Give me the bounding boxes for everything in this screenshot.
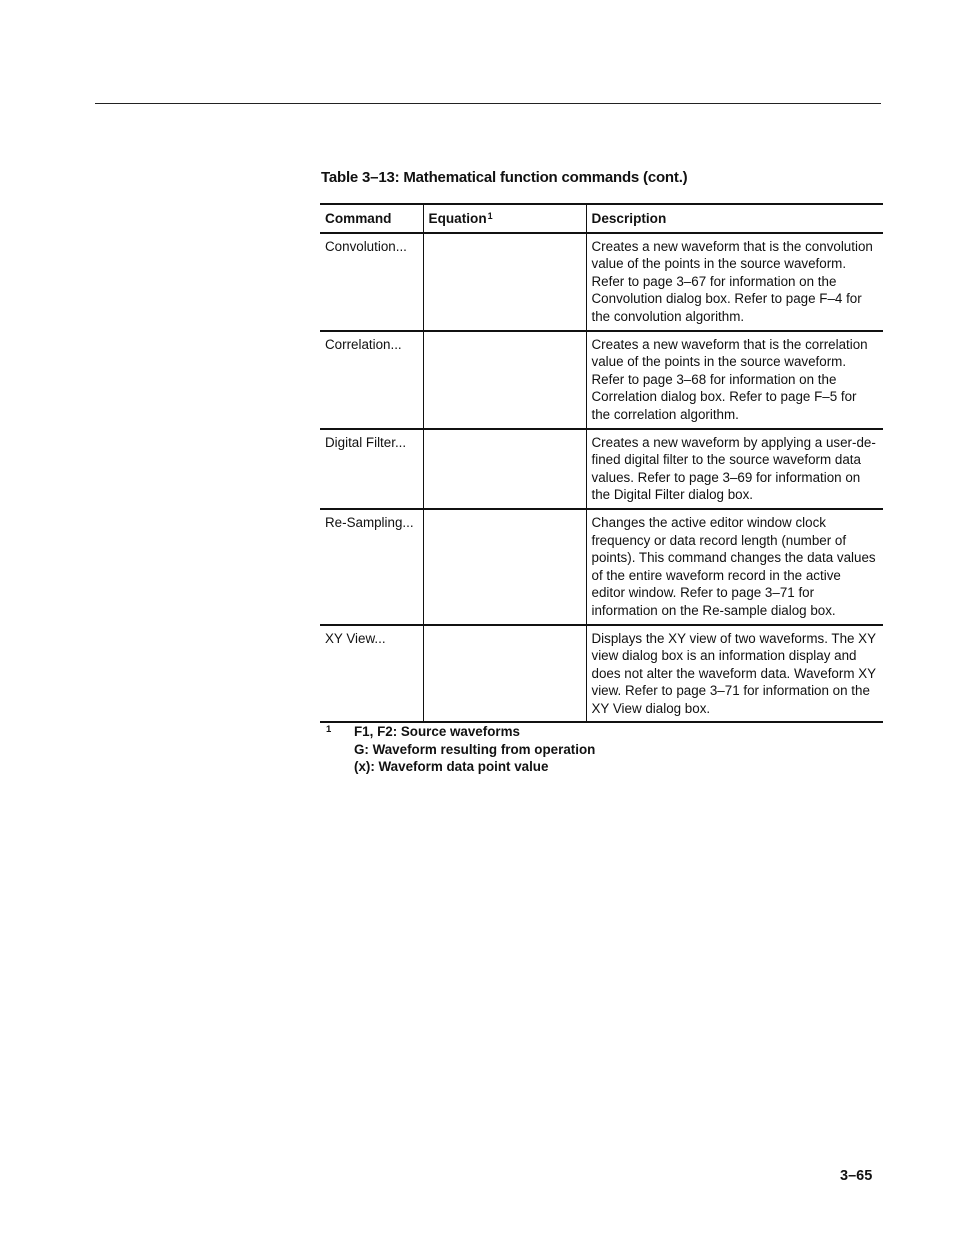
footnote-reference: 1	[487, 211, 493, 221]
header-rule	[95, 103, 881, 104]
equation-cell	[423, 509, 586, 625]
equation-cell	[423, 625, 586, 723]
command-cell: Convolution...	[325, 238, 407, 254]
footnote-mark: 1	[326, 724, 332, 735]
command-cell: Re-Sampling...	[325, 514, 414, 530]
commands-table	[320, 203, 883, 723]
command-cell: Correlation...	[325, 336, 402, 352]
description-cell: Displays the XY view of two waveforms. The XY view dialog box is an information display and does not alter the waveform data. Waveform XY view. Refer to page 3–71 for information on the XY View dialog box.	[586, 625, 883, 723]
header-description	[586, 204, 883, 233]
footnote-line: F1, F2: Source waveforms	[354, 724, 520, 739]
header-command-label: Command	[325, 211, 392, 226]
header-description-label: Description	[591, 211, 667, 226]
description-cell: Creates a new waveform by applying a user-de-fined digital filter to the source waveform data values. Refer to page 3–69 for information on the Digital Filter dialog box.	[586, 429, 883, 509]
page-number: 3–65	[840, 1168, 873, 1184]
table-row	[320, 509, 883, 625]
footnote-line: (x): Waveform data point value	[354, 759, 549, 775]
header-equation-label: Equation	[428, 211, 487, 226]
equation-cell	[423, 233, 586, 331]
table-row	[320, 625, 883, 723]
table-row	[320, 233, 883, 331]
table-row	[320, 331, 883, 429]
table-row	[320, 429, 883, 509]
table-caption: Table 3–13: Mathematical function commands (cont.)	[321, 169, 688, 186]
command-cell: Digital Filter...	[325, 434, 407, 450]
table-footnote	[326, 721, 595, 776]
description-cell: Changes the active editor window clock frequency or data record length (number of points). This command changes the data values of the entire waveform record in the active editor window. Refer to page 3–71 for information on the Re-sample dialog box.	[586, 509, 883, 625]
footnote-lines	[354, 721, 595, 776]
footnote-line: G: Waveform resulting from operation	[354, 741, 596, 757]
table-header-row	[320, 204, 883, 233]
equation-cell	[423, 429, 586, 509]
header-equation	[423, 204, 586, 233]
header-command	[320, 204, 423, 233]
equation-cell	[423, 331, 586, 429]
description-cell: Creates a new waveform that is the convolution value of the points in the source waveform. Refer to page 3–67 for information on the Convolution dialog box. Refer to page F–4 for the convolution algorithm.	[586, 233, 883, 331]
description-cell: Creates a new waveform that is the correlation value of the points in the source waveform. Refer to page 3–68 for information on the Correlation dialog box. Refer to page F–5 for the correlation algorithm.	[586, 331, 883, 429]
command-cell: XY View...	[325, 630, 386, 646]
